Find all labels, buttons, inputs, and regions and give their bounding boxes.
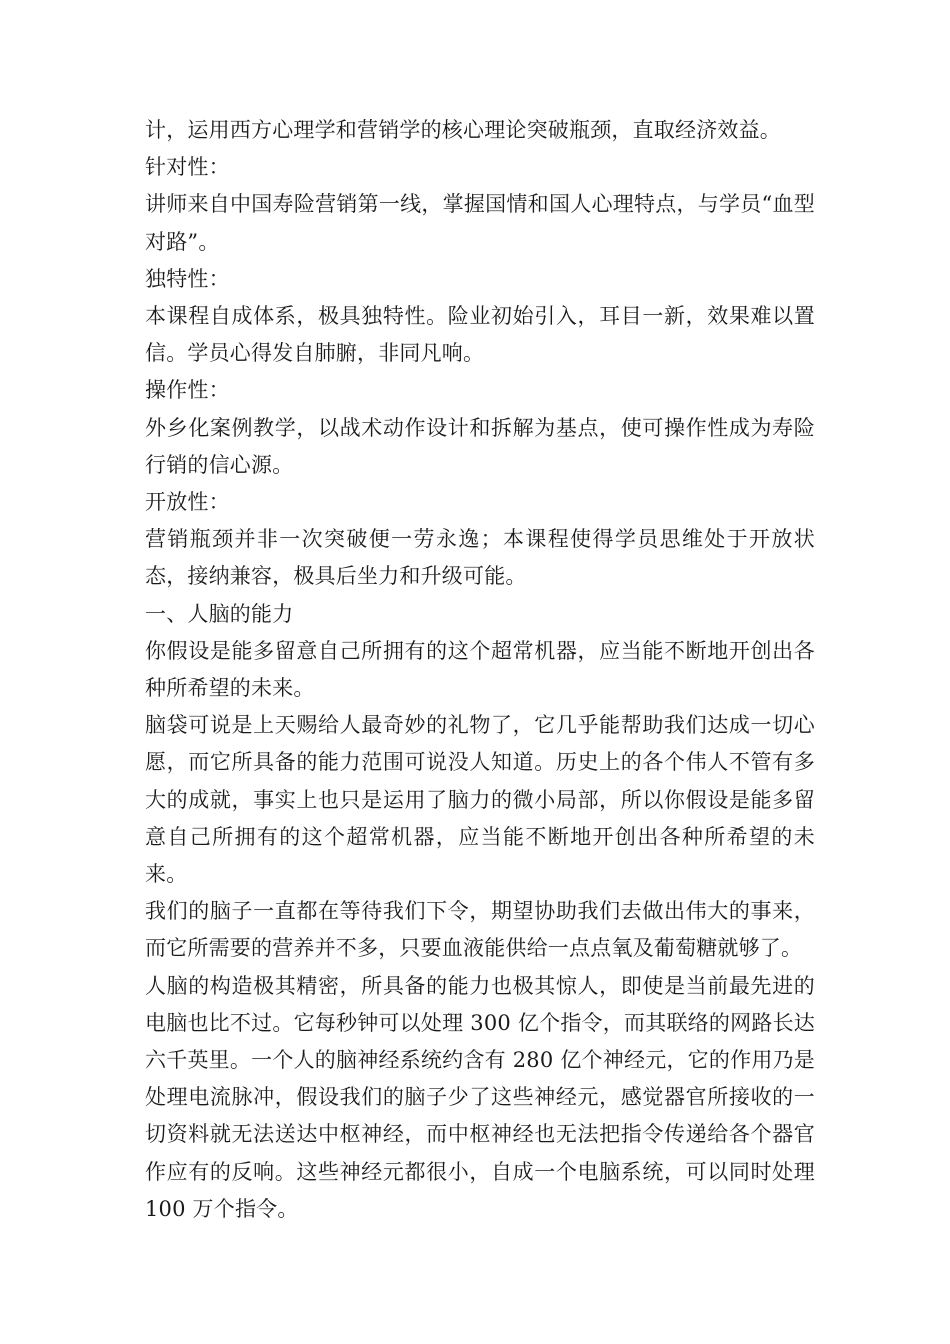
section-heading-brain-ability: 一、人脑的能力: [145, 601, 294, 626]
heading-openness: 开放性：: [145, 490, 230, 515]
paragraph-uniqueness: 本课程自成体系，极具独特性。险业初始引入，耳目一新，效果难以置信。学员心得发自肺腑，非同凡响。: [145, 304, 815, 366]
paragraph-brain-intro: 你假设是能多留意自己所拥有的这个超常机器，应当能不断地开创出各种所希望的未来。: [145, 638, 815, 701]
heading-uniqueness: 独特性：: [145, 266, 230, 291]
heading-operability: 操作性：: [145, 378, 230, 403]
paragraph-continuation: 计，运用西方心理学和营销学的核心理论突破瓶颈，直取经济效益。: [145, 118, 781, 142]
paragraph-brain-gift: 脑袋可说是上天赐给人最奇妙的礼物了，它几乎能帮助我们达成一切心愿，而它所具备的能力范围可说没人知道。历史上的各个伟人不管有多大的成就，事实上也只是运用了脑力的微小局部，所以你假设是能多留意自己所拥有的这个超常机器，应当能不断地开创出各种所希望的未来。: [145, 713, 815, 887]
paragraph-brain-waiting: 我们的脑子一直都在等待我们下令，期望协助我们去做出伟大的事来，而它所需要的营养并不多，只要血液能供给一点点氧及葡萄糖就够了。: [145, 899, 815, 961]
paragraph-openness: 营销瓶颈并非一次突破便一劳永逸；本课程使得学员思维处于开放状态，接纳兼容，极具后坐力和升级可能。: [145, 527, 815, 589]
document-body: [145, 112, 815, 1228]
paragraph-brain-structure: 人脑的构造极其精密，所具备的能力也极其惊人，即使是当前最先进的电脑也比不过。它每秒钟可以处理 300 亿个指令，而其联络的网路长达六千英里。一个人的脑神经系统约含有 280 亿个神经元，它的作用乃是处理电流脉冲，假设我们的脑子少了这些神经元，感觉器官所接收的一切资料就无法送达中枢神经，而中枢神经也无法把指令传递给各个器官作应有的反响。这些神经元都很小，自成一个电脑系统，可以同时处理 100 万个指令。: [145, 973, 815, 1221]
paragraph-targeted: 讲师来自中国寿险营销第一线，掌握国情和国人心理特点，与学员“血型对路”。: [145, 192, 815, 254]
paragraph-operability: 外乡化案例教学，以战术动作设计和拆解为基点，使可操作性成为寿险行销的信心源。: [145, 415, 815, 477]
heading-targeted: 针对性：: [145, 155, 230, 180]
